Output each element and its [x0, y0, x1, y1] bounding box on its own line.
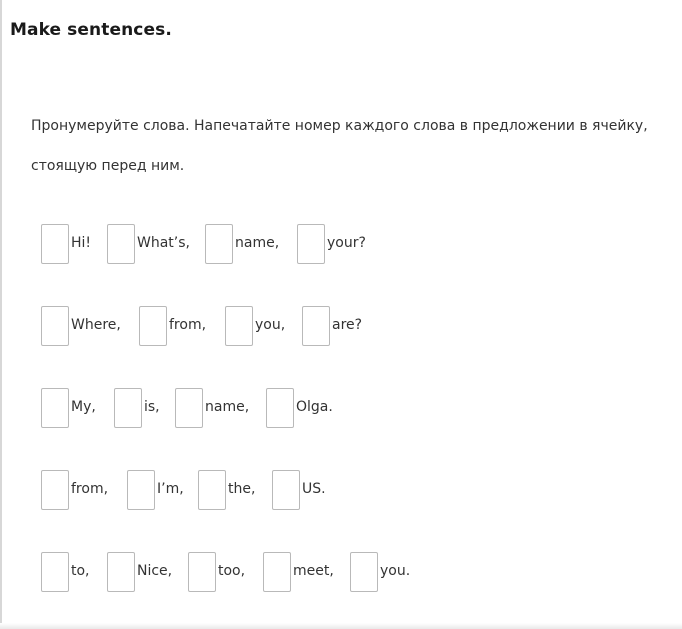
word-label: meet,: [293, 563, 334, 579]
word-label: too,: [218, 563, 246, 579]
word-label: to,: [71, 563, 90, 579]
number-input-cell[interactable]: [266, 388, 294, 428]
word-label: is,: [144, 399, 160, 415]
number-input-cell[interactable]: [41, 306, 69, 346]
number-input-cell[interactable]: [41, 470, 69, 510]
number-input-cell[interactable]: [41, 388, 69, 428]
number-input-cell[interactable]: [139, 306, 167, 346]
word-label: I’m,: [157, 481, 184, 497]
number-input-cell[interactable]: [107, 552, 135, 592]
number-input-cell[interactable]: [350, 552, 378, 592]
number-input-cell[interactable]: [198, 470, 226, 510]
number-input-cell[interactable]: [302, 306, 330, 346]
sentence-row-4: [0, 470, 682, 514]
word-label: My,: [71, 399, 96, 415]
page-bottom-edge: [0, 623, 682, 629]
word-label: are?: [332, 317, 363, 333]
number-input-cell[interactable]: [127, 470, 155, 510]
word-label: Where,: [71, 317, 121, 333]
sentence-row-5: [0, 552, 682, 596]
word-label: Hi!: [71, 235, 92, 251]
word-label: Olga.: [296, 399, 333, 415]
word-label: you,: [255, 317, 286, 333]
word-label: from,: [169, 317, 207, 333]
word-label: name,: [205, 399, 250, 415]
number-input-cell[interactable]: [41, 552, 69, 592]
number-input-cell[interactable]: [272, 470, 300, 510]
word-label: you.: [380, 563, 411, 579]
page-title: Make sentences.: [10, 20, 172, 40]
sentence-row-3: [0, 388, 682, 432]
sentence-row-1: [0, 224, 682, 268]
number-input-cell[interactable]: [188, 552, 216, 592]
number-input-cell[interactable]: [205, 224, 233, 264]
number-input-cell[interactable]: [225, 306, 253, 346]
sentence-row-2: [0, 306, 682, 350]
word-label: What’s,: [137, 235, 190, 251]
word-label: from,: [71, 481, 109, 497]
number-input-cell[interactable]: [297, 224, 325, 264]
word-label: US.: [302, 481, 326, 497]
word-label: Nice,: [137, 563, 173, 579]
word-label: your?: [327, 235, 366, 251]
number-input-cell[interactable]: [41, 224, 69, 264]
word-label: the,: [228, 481, 256, 497]
number-input-cell[interactable]: [263, 552, 291, 592]
number-input-cell[interactable]: [107, 224, 135, 264]
word-label: name,: [235, 235, 280, 251]
instructions-text: Пронумеруйте слова. Напечатайте номер каждого слова в предложении в ячейку, стоящую перед ним.: [31, 118, 648, 174]
number-input-cell[interactable]: [114, 388, 142, 428]
number-input-cell[interactable]: [175, 388, 203, 428]
